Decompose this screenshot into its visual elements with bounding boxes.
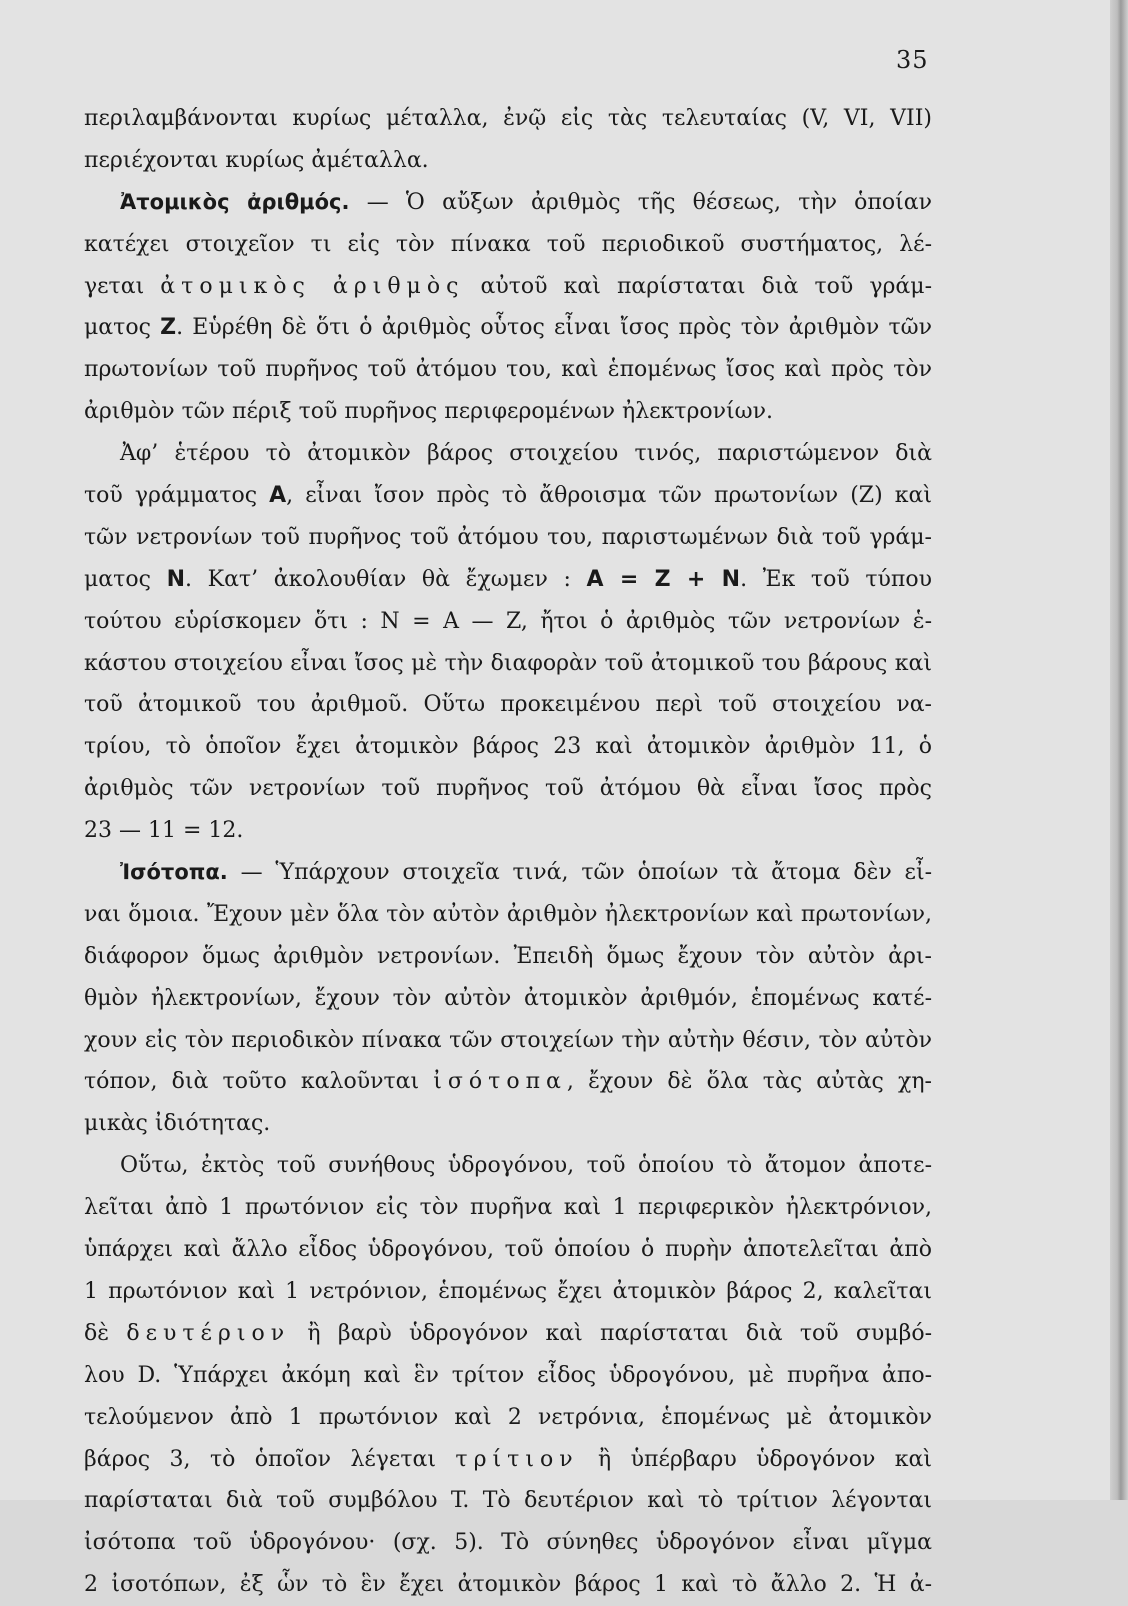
text-segment: Z xyxy=(160,315,177,341)
text-line xyxy=(84,1439,932,1481)
text-segment: ἀριθμὸς τῶν νετρονίων τοῦ πυρῆνος τοῦ ἀτόμου θὰ εἶναι ἴσος πρὸς xyxy=(84,776,932,802)
text-line xyxy=(84,517,932,559)
text-line xyxy=(84,894,932,936)
text-segment: τρίου, τὸ ὁποῖον ἔχει ἀτομικὸν βάρος 23 καὶ ἀτομικὸν ἀριθμὸν 11, ὁ xyxy=(84,734,932,760)
body-text xyxy=(84,98,932,1606)
text-line xyxy=(84,307,932,349)
text-segment: ματος xyxy=(84,315,161,341)
text-line xyxy=(84,1564,932,1606)
text-line xyxy=(84,684,932,726)
text-line xyxy=(84,1480,932,1522)
text-segment: . Εὑρέθη δὲ ὅτι ὁ ἀριθμὸς οὗτος εἶναι ἴσος πρὸς τὸν ἀριθμὸν τῶν xyxy=(176,315,932,341)
text-segment: βάρος 3, τὸ ὁποῖον λέγεται xyxy=(84,1446,456,1472)
text-segment: παρίσταται διὰ τοῦ συμβόλου T. Τὸ δευτέριον καὶ τὸ τρίτιον λέγονται xyxy=(84,1488,932,1514)
text-segment: . Ἐκ τοῦ τύπου xyxy=(740,566,932,592)
text-segment: ναι ὅμοια. Ἔχουν μὲν ὅλα τὸν αὐτὸν ἀριθμὸν ἠλεκτρονίων καὶ πρωτονίων, xyxy=(84,901,932,927)
text-segment: τῶν νετρονίων τοῦ πυρῆνος τοῦ ἀτόμου του, παριστωμένων διὰ τοῦ γράμ- xyxy=(84,524,932,550)
text-line xyxy=(84,1522,932,1564)
text-line xyxy=(84,475,932,517)
text-segment: ὑπάρχει καὶ ἄλλο εἶδος ὑδρογόνου, τοῦ ὁποίου ὁ πυρὴν ἀποτελεῖται ἀπὸ xyxy=(84,1237,932,1263)
text-line xyxy=(84,1271,932,1313)
text-segment: . Κατ’ ἀκολουθίαν θὰ ἔχωμεν : xyxy=(184,566,587,592)
text-segment: λεῖται ἀπὸ 1 πρωτόνιον εἰς τὸν πυρῆνα καὶ 1 περιφερικὸν ἠλεκτρόνιον, xyxy=(84,1195,932,1221)
text-segment: A xyxy=(269,483,287,509)
text-segment: δὲ xyxy=(84,1320,127,1346)
text-segment: ἰσότοπα xyxy=(433,1069,567,1095)
text-line xyxy=(84,182,932,224)
text-line xyxy=(84,1145,932,1187)
text-segment: 1 πρωτόνιον καὶ 1 νετρόνιον, ἑπομένως ἔχει ἀτομικὸν βάρος 2, καλεῖται xyxy=(84,1278,932,1304)
text-line xyxy=(84,768,932,810)
section-heading: Ἰσότοπα. xyxy=(120,860,228,885)
binding-edge xyxy=(1110,0,1128,1500)
text-line xyxy=(84,1229,932,1271)
text-line xyxy=(84,1355,932,1397)
text-line xyxy=(84,98,932,140)
text-line xyxy=(84,140,932,182)
text-segment: — Ὑπάρχουν στοιχεῖα τινά, τῶν ὁποίων τὰ ἄτομα δὲν εἶ- xyxy=(227,860,932,886)
text-segment: αὐτοῦ καὶ παρίσταται διὰ τοῦ γράμ- xyxy=(464,273,932,299)
text-segment: δευτέριον xyxy=(126,1320,291,1346)
text-segment: ἰσότοπα τοῦ ὑδρογόνου· (σχ. 5). Τὸ σύνηθες ὑδρογόνον εἶναι μῖγμα xyxy=(84,1530,932,1556)
text-line xyxy=(84,852,932,894)
text-line xyxy=(84,1397,932,1439)
text-segment: τούτου εὑρίσκομεν ὅτι : N = A — Z, ἤτοι ὁ ἀριθμὸς τῶν νετρονίων ἑ- xyxy=(84,608,932,634)
text-segment: τελούμενον ἀπὸ 1 πρωτόνιον καὶ 2 νετρόνια, ἑπομένως μὲ ἀτομικὸν xyxy=(84,1404,932,1430)
page-number: 35 xyxy=(896,46,929,74)
text-segment: χουν εἰς τὸν περιοδικὸν πίνακα τῶν στοιχείων τὴν αὐτὴν θέσιν, τὸν αὐτὸν xyxy=(84,1027,932,1053)
text-segment: τρίτιον xyxy=(455,1446,579,1472)
text-segment: περιλαμβάνονται κυρίως μέταλλα, ἐνῷ εἰς τὰς τελευταίας (V, VI, VII) xyxy=(84,106,932,131)
text-line xyxy=(84,936,932,978)
text-line xyxy=(84,349,932,391)
text-segment: N xyxy=(166,566,185,592)
text-segment: γεται xyxy=(84,273,161,299)
text-line xyxy=(84,643,932,685)
text-segment: λου D. Ὑπάρχει ἀκόμη καὶ ἓν τρίτον εἶδος ὑδρογόνου, μὲ πυρῆνα ἀπο- xyxy=(84,1362,932,1388)
text-line xyxy=(84,224,932,266)
text-segment: 23 — 11 = 12. xyxy=(84,818,244,844)
text-line xyxy=(84,266,932,308)
text-segment: μικὰς ἰδιότητας. xyxy=(84,1111,271,1137)
text-line xyxy=(84,1187,932,1229)
text-segment: ματος xyxy=(84,566,167,592)
text-line xyxy=(84,391,932,433)
text-segment: — Ὁ αὔξων ἀριθμὸς τῆς θέσεως, τὴν ὁποίαν xyxy=(349,189,932,215)
text-segment: , εἶναι ἴσον πρὸς τὸ ἄθροισμα τῶν πρωτονίων (Z) καὶ xyxy=(286,483,932,509)
text-line xyxy=(84,978,932,1020)
text-segment: τοῦ γράμματος xyxy=(84,483,270,509)
text-segment: περιέχονται κυρίως ἀμέταλλα. xyxy=(84,147,429,173)
text-segment: A = Z + N xyxy=(586,566,741,592)
text-line xyxy=(84,726,932,768)
text-line xyxy=(84,433,932,475)
text-segment: Ἀφ’ ἑτέρου τὸ ἀτομικὸν βάρος στοιχείου τινός, παριστώμενον διὰ xyxy=(120,441,932,467)
text-segment: ἀριθμὸν τῶν πέριξ τοῦ πυρῆνος περιφερομένων ἠλεκτρονίων. xyxy=(84,399,773,425)
text-segment: τόπον, διὰ τοῦτο καλοῦνται xyxy=(84,1069,434,1095)
text-segment: κατέχει στοιχεῖον τι εἰς τὸν πίνακα τοῦ περιοδικοῦ συστήματος, λέ- xyxy=(84,231,932,257)
text-segment: πρωτονίων τοῦ πυρῆνος τοῦ ἀτόμου του, καὶ ἑπομένως ἴσος καὶ πρὸς τὸν xyxy=(84,357,932,383)
text-segment: ἢ ὑπέρβαρυ ὑδρογόνον καὶ xyxy=(578,1446,932,1472)
text-line xyxy=(84,1313,932,1355)
text-segment: θμὸν ἠλεκτρονίων, ἔχουν τὸν αὐτὸν ἀτομικὸν ἀριθμόν, ἑπομένως κατέ- xyxy=(84,985,932,1011)
text-segment: τοῦ ἀτομικοῦ του ἀριθμοῦ. Οὕτω προκειμένου περὶ τοῦ στοιχείου να- xyxy=(84,692,932,718)
text-segment: διάφορον ὅμως ἀριθμὸν νετρονίων. Ἐπειδὴ ὅμως ἔχουν τὸν αὐτὸν ἀρι- xyxy=(84,943,932,969)
text-line xyxy=(84,601,932,643)
text-segment: κάστου στοιχείου εἶναι ἴσος μὲ τὴν διαφορὰν τοῦ ἀτομικοῦ του βάρους καὶ xyxy=(84,650,932,676)
text-line xyxy=(84,1103,932,1145)
text-segment: ἢ βαρὺ ὑδρογόνον καὶ παρίσταται διὰ τοῦ συμβό- xyxy=(290,1320,933,1346)
text-line xyxy=(84,810,932,852)
text-segment: ἀτομικὸς ἀριθμὸς xyxy=(160,273,465,299)
text-segment: , ἔχουν δὲ ὅλα τὰς αὐτὰς χη- xyxy=(566,1069,932,1095)
section-heading: Ἀτομικὸς ἀριθμός. xyxy=(120,189,350,214)
text-segment: Οὕτω, ἐκτὸς τοῦ συνήθους ὑδρογόνου, τοῦ ὁποίου τὸ ἄτομον ἀποτε- xyxy=(120,1153,932,1179)
text-segment: 2 ἰσοτόπων, ἐξ ὧν τὸ ἓν ἔχει ἀτομικὸν βάρος 1 καὶ τὸ ἄλλο 2. Ἡ ἀ- xyxy=(84,1572,932,1598)
text-line xyxy=(84,559,932,601)
text-line xyxy=(84,1061,932,1103)
text-line xyxy=(84,1020,932,1062)
